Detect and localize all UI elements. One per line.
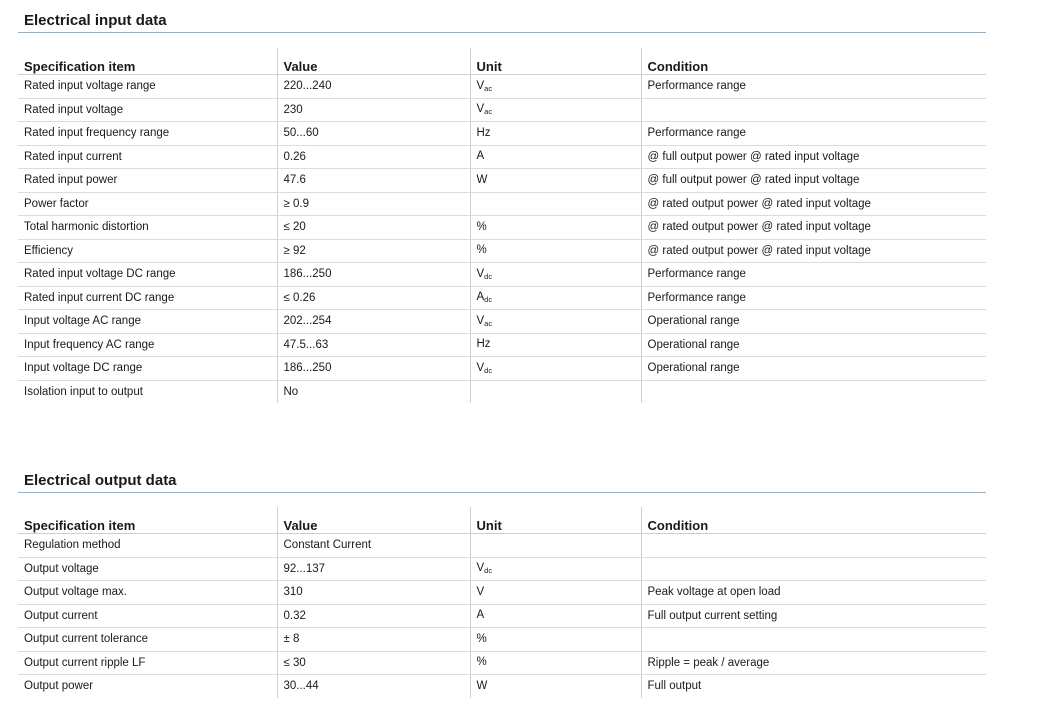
condition-cell: Performance range — [641, 122, 986, 146]
unit-symbol: V — [476, 267, 485, 280]
unit-symbol: % — [476, 220, 487, 233]
table-row — [18, 239, 986, 263]
unit-symbol: V — [476, 361, 485, 374]
unit-symbol: W — [476, 679, 488, 692]
value-cell: 47.6 — [277, 169, 470, 193]
unit-cell — [470, 604, 641, 628]
value-cell: Constant Current — [277, 534, 470, 558]
spec-item-cell: Power factor — [18, 192, 277, 216]
unit-symbol: V — [476, 562, 485, 575]
unit-cell — [470, 239, 641, 263]
spec-item-cell: Rated input current — [18, 145, 277, 169]
table-row — [18, 628, 986, 652]
section-divider — [18, 492, 986, 493]
spec-item-cell: Input frequency AC range — [18, 333, 277, 357]
header-unit: Unit — [470, 48, 641, 75]
unit-cell — [470, 333, 641, 357]
unit-subscript: ac — [484, 83, 493, 93]
value-cell: ≥ 92 — [277, 239, 470, 263]
table-row — [18, 263, 986, 287]
spec-item-cell: Input voltage AC range — [18, 310, 277, 334]
condition-cell: Peak voltage at open load — [641, 581, 986, 605]
value-cell: 230 — [277, 98, 470, 122]
condition-cell: Performance range — [641, 286, 986, 310]
spec-item-cell: Output power — [24, 680, 94, 693]
unit-symbol: % — [476, 632, 487, 645]
spec-item-cell: Regulation method — [18, 534, 277, 558]
spec-item-cell: Rated input frequency range — [18, 122, 277, 146]
value-cell: 186...250 — [277, 263, 470, 287]
condition-cell: Performance range — [641, 263, 986, 287]
spec-item-cell: Input voltage DC range — [18, 357, 277, 381]
table-row — [18, 145, 986, 169]
condition-cell: Full output current setting — [641, 604, 986, 628]
unit-symbol: V — [476, 314, 485, 327]
table-row — [18, 98, 986, 122]
section-title: Electrical output data — [24, 472, 177, 489]
table-row — [18, 380, 986, 403]
table-row — [18, 534, 986, 558]
output-data-section — [18, 470, 986, 698]
header-condition: Condition — [641, 48, 986, 75]
unit-symbol: A — [476, 150, 485, 163]
unit-symbol: V — [476, 585, 485, 598]
table-header-row — [18, 507, 986, 534]
condition-cell: @ rated output power @ rated input voltage — [641, 239, 986, 263]
condition-cell: @ rated output power @ rated input voltage — [641, 216, 986, 240]
table-row — [18, 310, 986, 334]
condition-cell: @ rated output power @ rated input voltage — [641, 192, 986, 216]
value-cell: 47.5...63 — [277, 333, 470, 357]
spec-item-cell: Output current tolerance — [18, 628, 277, 652]
unit-cell — [470, 357, 641, 381]
condition-cell: Operational range — [641, 357, 986, 381]
value-cell: ≤ 30 — [277, 651, 470, 675]
condition-cell: Performance range — [641, 75, 986, 99]
spec-item-cell: Rated input voltage — [18, 98, 277, 122]
header-specification-item: Specification item — [18, 48, 277, 75]
header-condition: Condition — [641, 507, 986, 534]
unit-cell — [470, 98, 641, 122]
spec-item-cell: Isolation input to output — [24, 385, 143, 398]
output-spec-table — [18, 507, 986, 698]
unit-cell — [470, 675, 641, 698]
unit-cell — [470, 216, 641, 240]
unit-subscript: dc — [484, 271, 493, 281]
unit-symbol: A — [476, 291, 485, 304]
spec-item-cell: Total harmonic distortion — [18, 216, 277, 240]
unit-symbol: A — [476, 609, 485, 622]
condition-cell: Operational range — [641, 310, 986, 334]
header-value: Value — [277, 48, 470, 75]
condition-cell — [641, 557, 986, 581]
spec-item-cell: Output voltage — [18, 557, 277, 581]
spec-item-cell: Output current ripple LF — [18, 651, 277, 675]
condition-cell: Full output — [641, 675, 986, 698]
unit-symbol: V — [476, 103, 485, 116]
table-row — [18, 581, 986, 605]
table-row — [18, 675, 986, 698]
value-cell: ± 8 — [277, 628, 470, 652]
input-data-section — [18, 10, 986, 403]
value-cell: No — [277, 380, 470, 403]
value-cell: 30...44 — [277, 675, 470, 698]
table-row — [18, 651, 986, 675]
table-row — [18, 333, 986, 357]
section-divider — [18, 32, 986, 33]
table-header-row — [18, 48, 986, 75]
condition-cell: Operational range — [641, 333, 986, 357]
spec-item-cell: Efficiency — [18, 239, 277, 263]
unit-cell — [470, 310, 641, 334]
unit-symbol: Hz — [476, 126, 491, 139]
header-specification-item: Specification item — [18, 507, 277, 534]
value-cell: 92...137 — [277, 557, 470, 581]
unit-symbol: % — [476, 244, 487, 257]
unit-symbol: W — [476, 173, 488, 186]
unit-subscript: dc — [484, 566, 493, 576]
unit-cell — [470, 651, 641, 675]
unit-subscript: dc — [484, 295, 493, 305]
condition-cell: @ full output power @ rated input voltage — [641, 169, 986, 193]
unit-cell — [470, 534, 641, 558]
condition-cell: @ full output power @ rated input voltage — [641, 145, 986, 169]
value-cell: ≤ 0.26 — [277, 286, 470, 310]
table-row — [18, 286, 986, 310]
condition-cell: Ripple = peak / average — [641, 651, 986, 675]
unit-subscript: ac — [484, 107, 493, 117]
unit-subscript: ac — [484, 318, 493, 328]
value-cell: 220...240 — [277, 75, 470, 99]
table-row — [18, 169, 986, 193]
value-cell: 0.32 — [277, 604, 470, 628]
header-value: Value — [277, 507, 470, 534]
spec-item-cell: Rated input voltage range — [18, 75, 277, 99]
table-row — [18, 75, 986, 99]
spec-item-cell: Rated input current DC range — [18, 286, 277, 310]
table-row — [18, 604, 986, 628]
value-cell: 186...250 — [277, 357, 470, 381]
unit-subscript: dc — [484, 365, 493, 375]
table-row — [18, 192, 986, 216]
unit-cell — [470, 557, 641, 581]
condition-cell — [641, 628, 986, 652]
value-cell: ≤ 20 — [277, 216, 470, 240]
value-cell: 50...60 — [277, 122, 470, 146]
value-cell: ≥ 0.9 — [277, 192, 470, 216]
unit-cell — [470, 581, 641, 605]
unit-symbol: Hz — [476, 338, 491, 351]
unit-cell — [470, 145, 641, 169]
value-cell: 202...254 — [277, 310, 470, 334]
value-cell: 310 — [277, 581, 470, 605]
condition-cell — [641, 380, 986, 403]
spec-item-cell: Output voltage max. — [18, 581, 277, 605]
table-row — [18, 557, 986, 581]
spec-item-cell: Output current — [18, 604, 277, 628]
unit-symbol: % — [476, 656, 487, 669]
spec-item-cell: Rated input power — [18, 169, 277, 193]
unit-cell — [470, 263, 641, 287]
unit-cell — [470, 75, 641, 99]
unit-cell — [470, 192, 641, 216]
unit-cell — [470, 286, 641, 310]
unit-cell — [470, 380, 641, 403]
unit-cell — [470, 122, 641, 146]
table-row — [18, 357, 986, 381]
table-row — [18, 216, 986, 240]
condition-cell — [641, 534, 986, 558]
header-unit: Unit — [470, 507, 641, 534]
unit-cell — [470, 628, 641, 652]
value-cell: 0.26 — [277, 145, 470, 169]
unit-symbol: V — [476, 79, 485, 92]
input-spec-table — [18, 48, 986, 403]
table-row — [18, 122, 986, 146]
section-title: Electrical input data — [24, 12, 167, 29]
condition-cell — [641, 98, 986, 122]
spec-item-cell: Rated input voltage DC range — [18, 263, 277, 287]
unit-cell — [470, 169, 641, 193]
